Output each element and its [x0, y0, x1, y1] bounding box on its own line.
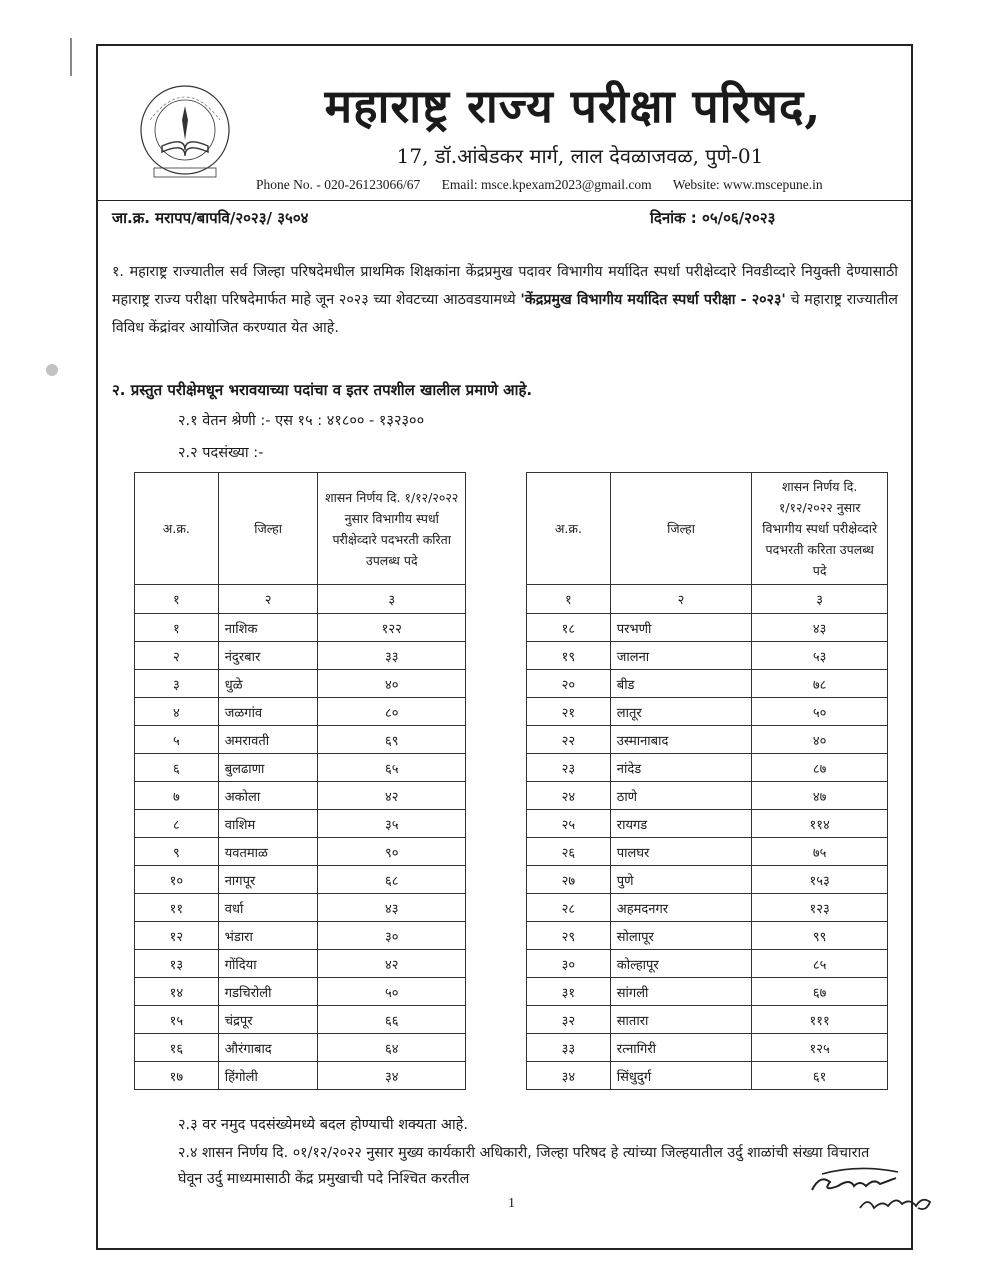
row-district: सातारा	[610, 1006, 752, 1034]
table-row	[527, 978, 888, 1006]
row-posts: १११	[752, 1006, 888, 1034]
row-posts: १२२	[318, 614, 466, 642]
row-district: औरंगाबाद	[218, 1034, 318, 1062]
table-row	[527, 698, 888, 726]
row-district: कोल्हापूर	[610, 950, 752, 978]
row-posts: ७५	[752, 838, 888, 866]
row-serial: १२	[135, 922, 219, 950]
row-posts: ४२	[318, 782, 466, 810]
column-number-row	[135, 585, 466, 614]
row-posts: ४३	[752, 614, 888, 642]
table-row	[527, 782, 888, 810]
column-number: १	[527, 585, 611, 614]
table-row	[135, 782, 466, 810]
row-posts: ५०	[752, 698, 888, 726]
row-posts: ४०	[752, 726, 888, 754]
council-title: महाराष्ट्र राज्य परीक्षा परिषद,	[324, 79, 822, 133]
row-serial: ७	[135, 782, 219, 810]
row-posts: ८७	[752, 754, 888, 782]
website-address: Website: www.mscepune.in	[672, 177, 823, 192]
scan-dot	[46, 364, 58, 376]
row-serial: २३	[527, 754, 611, 782]
table-row	[527, 642, 888, 670]
row-serial: १०	[135, 866, 219, 894]
table-row	[135, 950, 466, 978]
row-serial: २१	[527, 698, 611, 726]
row-serial: ९	[135, 838, 219, 866]
row-serial: १	[135, 614, 219, 642]
column-number: १	[135, 585, 219, 614]
row-district: रत्नागिरी	[610, 1034, 752, 1062]
row-district: अमरावती	[218, 726, 318, 754]
row-serial: २९	[527, 922, 611, 950]
row-serial: ३०	[527, 950, 611, 978]
row-posts: ६६	[318, 1006, 466, 1034]
row-district: भंडारा	[218, 922, 318, 950]
row-serial: १५	[135, 1006, 219, 1034]
row-district: परभणी	[610, 614, 752, 642]
row-posts: ६४	[318, 1034, 466, 1062]
row-serial: ३४	[527, 1062, 611, 1090]
row-posts: ७८	[752, 670, 888, 698]
table-row	[527, 1062, 888, 1090]
table-row	[135, 838, 466, 866]
phone-number: Phone No. - 020-26123066/67	[256, 177, 421, 192]
row-district: बीड	[610, 670, 752, 698]
column-number: २	[610, 585, 752, 614]
note-2-4: २.४ शासन निर्णय दि. ०१/१२/२०२२ नुसार मुख्य कार्यकारी अधिकारी, जिल्हा परिषद हे त्यांच्या जिल्हयातील उर्दु शाळांची संख्या विचारात घेवून उर्दु माध्यमासाठी केंद्र प्रमुखाची पदे निश्चित करतील	[178, 1145, 870, 1187]
row-district: अकोला	[218, 782, 318, 810]
row-district: पुणे	[610, 866, 752, 894]
row-posts: ६७	[752, 978, 888, 1006]
row-serial: ११	[135, 894, 219, 922]
table-row	[527, 950, 888, 978]
header-posts: शासन निर्णय दि. १/१२/२०२२ नुसार विभागीय स्पर्धा परीक्षेव्दारे पदभरती करिता उपलब्ध पदे	[318, 473, 466, 585]
table-row	[135, 894, 466, 922]
council-emblem-icon	[132, 80, 238, 186]
row-serial: २५	[527, 810, 611, 838]
header-posts: शासन निर्णय दि. १/१२/२०२२ नुसार विभागीय स्पर्धा परीक्षेव्दारे पदभरती करिता उपलब्ध पदे	[752, 473, 888, 585]
row-posts: ५३	[752, 642, 888, 670]
row-district: सोलापूर	[610, 922, 752, 950]
header-sr: अ.क्र.	[527, 473, 611, 585]
exam-name: 'केंद्रप्रमुख विभागीय मर्यादित स्पर्धा परीक्षा - २०२३'	[520, 292, 786, 308]
row-serial: ३१	[527, 978, 611, 1006]
header-district: जिल्हा	[610, 473, 752, 585]
letter-date: दिनांक : ०५/०६/२०२३	[650, 209, 776, 227]
row-district: वर्धा	[218, 894, 318, 922]
row-serial: १८	[527, 614, 611, 642]
row-district: बुलढाणा	[218, 754, 318, 782]
table-row	[135, 922, 466, 950]
row-posts: ३५	[318, 810, 466, 838]
row-district: सांगली	[610, 978, 752, 1006]
row-serial: ३	[135, 670, 219, 698]
row-district: हिंगोली	[218, 1062, 318, 1090]
row-district: जळगांव	[218, 698, 318, 726]
row-serial: ३३	[527, 1034, 611, 1062]
row-district: चंद्रपूर	[218, 1006, 318, 1034]
table-row	[527, 922, 888, 950]
row-posts: ४३	[318, 894, 466, 922]
row-serial: १९	[527, 642, 611, 670]
table-row	[135, 698, 466, 726]
table-row	[135, 754, 466, 782]
row-posts: ८०	[318, 698, 466, 726]
table-row	[135, 614, 466, 642]
table-row	[527, 866, 888, 894]
row-posts: ३०	[318, 922, 466, 950]
row-district: नाशिक	[218, 614, 318, 642]
row-district: पालघर	[610, 838, 752, 866]
row-serial: ५	[135, 726, 219, 754]
row-posts: ४२	[318, 950, 466, 978]
row-serial: १६	[135, 1034, 219, 1062]
column-number: ३	[318, 585, 466, 614]
table-row	[527, 1006, 888, 1034]
email-address: Email: msce.kpexam2023@gmail.com	[441, 177, 652, 192]
council-address: 17, डॉ.आंबेडकर मार्ग, लाल देवळाजवळ, पुणे-01	[396, 144, 764, 168]
table-row	[527, 726, 888, 754]
post-count-line: २.२ पदसंख्या :-	[178, 445, 264, 461]
table-row	[135, 642, 466, 670]
row-posts: ४७	[752, 782, 888, 810]
row-posts: ३३	[318, 642, 466, 670]
table-row	[527, 894, 888, 922]
row-district: गोंदिया	[218, 950, 318, 978]
row-posts: ६९	[318, 726, 466, 754]
table-row	[135, 670, 466, 698]
header-sr: अ.क्र.	[135, 473, 219, 585]
row-district: यवतमाळ	[218, 838, 318, 866]
posts-table-right	[526, 472, 888, 1090]
row-serial: १७	[135, 1062, 219, 1090]
page-number: 1	[508, 1196, 515, 1211]
column-number: २	[218, 585, 318, 614]
row-serial: ४	[135, 698, 219, 726]
table-row	[527, 614, 888, 642]
row-serial: १३	[135, 950, 219, 978]
table-row	[135, 1034, 466, 1062]
row-district: रायगड	[610, 810, 752, 838]
row-district: नंदुरबार	[218, 642, 318, 670]
row-district: नांदेड	[610, 754, 752, 782]
table-header-row	[135, 473, 466, 585]
table-row	[527, 838, 888, 866]
row-posts: ५०	[318, 978, 466, 1006]
row-district: ठाणे	[610, 782, 752, 810]
row-posts: ९९	[752, 922, 888, 950]
row-serial: २४	[527, 782, 611, 810]
contact-line	[256, 177, 841, 193]
row-district: सिंधुदुर्ग	[610, 1062, 752, 1090]
table-row	[527, 754, 888, 782]
row-posts: १५३	[752, 866, 888, 894]
table-row	[135, 1006, 466, 1034]
row-district: लातूर	[610, 698, 752, 726]
column-number: ३	[752, 585, 888, 614]
row-serial: २७	[527, 866, 611, 894]
row-serial: २२	[527, 726, 611, 754]
table-row	[527, 810, 888, 838]
row-posts: ६५	[318, 754, 466, 782]
row-district: वाशिम	[218, 810, 318, 838]
row-posts: ६१	[752, 1062, 888, 1090]
row-serial: १४	[135, 978, 219, 1006]
row-serial: ३२	[527, 1006, 611, 1034]
row-posts: ९०	[318, 838, 466, 866]
reference-number: जा.क्र. मरापप/बापवि/२०२३/ ३५०४	[112, 209, 309, 227]
row-serial: ८	[135, 810, 219, 838]
table-row	[527, 670, 888, 698]
header-divider	[96, 200, 913, 201]
posts-table-left	[134, 472, 466, 1090]
table-row	[135, 726, 466, 754]
paragraph-2-heading: २. प्रस्तुत परीक्षेमधून भरावयाच्या पदांचा व इतर तपशील खालील प्रमाणे आहे.	[112, 381, 533, 399]
handwritten-signature-icon	[798, 1156, 948, 1226]
paragraph-1	[112, 258, 898, 342]
row-serial: ६	[135, 754, 219, 782]
row-serial: २	[135, 642, 219, 670]
row-posts: ८५	[752, 950, 888, 978]
table-row	[135, 866, 466, 894]
row-district: नागपूर	[218, 866, 318, 894]
table-row	[135, 978, 466, 1006]
row-serial: २०	[527, 670, 611, 698]
table-header-row	[527, 473, 888, 585]
row-posts: १२५	[752, 1034, 888, 1062]
row-district: जालना	[610, 642, 752, 670]
row-district: धुळे	[218, 670, 318, 698]
scan-margin-mark	[70, 38, 72, 76]
table-row	[527, 1034, 888, 1062]
column-number-row	[527, 585, 888, 614]
row-posts: ४०	[318, 670, 466, 698]
row-posts: ६८	[318, 866, 466, 894]
row-posts: ११४	[752, 810, 888, 838]
pay-scale-line: २.१ वेतन श्रेणी :- एस १५ : ४१८०० - १३२३००	[178, 413, 425, 429]
row-serial: २६	[527, 838, 611, 866]
table-row	[135, 810, 466, 838]
row-serial: २८	[527, 894, 611, 922]
table-row	[135, 1062, 466, 1090]
row-district: गडचिरोली	[218, 978, 318, 1006]
header-district: जिल्हा	[218, 473, 318, 585]
note-2-3: २.३ वर नमुद पदसंख्येमध्ये बदल होण्याची शक्यता आहे.	[178, 1117, 468, 1133]
paragraph-1-text-b: चे महाराष्ट्र राज्यातील विविध केंद्रांवर आयोजित करण्यात येत आहे.	[112, 292, 899, 336]
row-district: अहमदनगर	[610, 894, 752, 922]
row-posts: ३४	[318, 1062, 466, 1090]
row-district: उस्मानाबाद	[610, 726, 752, 754]
row-posts: १२३	[752, 894, 888, 922]
paragraph-1-text-a: १. महाराष्ट्र राज्यातील सर्व जिल्हा परिषदेमधील प्राथमिक शिक्षकांना केंद्रप्रमुख पदावर विभागीय मर्यादित स्पर्धा परीक्षेव्दारे निवडीव्दारे नियुक्ती देण्यासाठी महाराष्ट्र राज्य परीक्षा परिषदेमार्फत माहे जून २०२३ च्या शेवटच्या आठवडयामध्ये	[112, 264, 898, 308]
